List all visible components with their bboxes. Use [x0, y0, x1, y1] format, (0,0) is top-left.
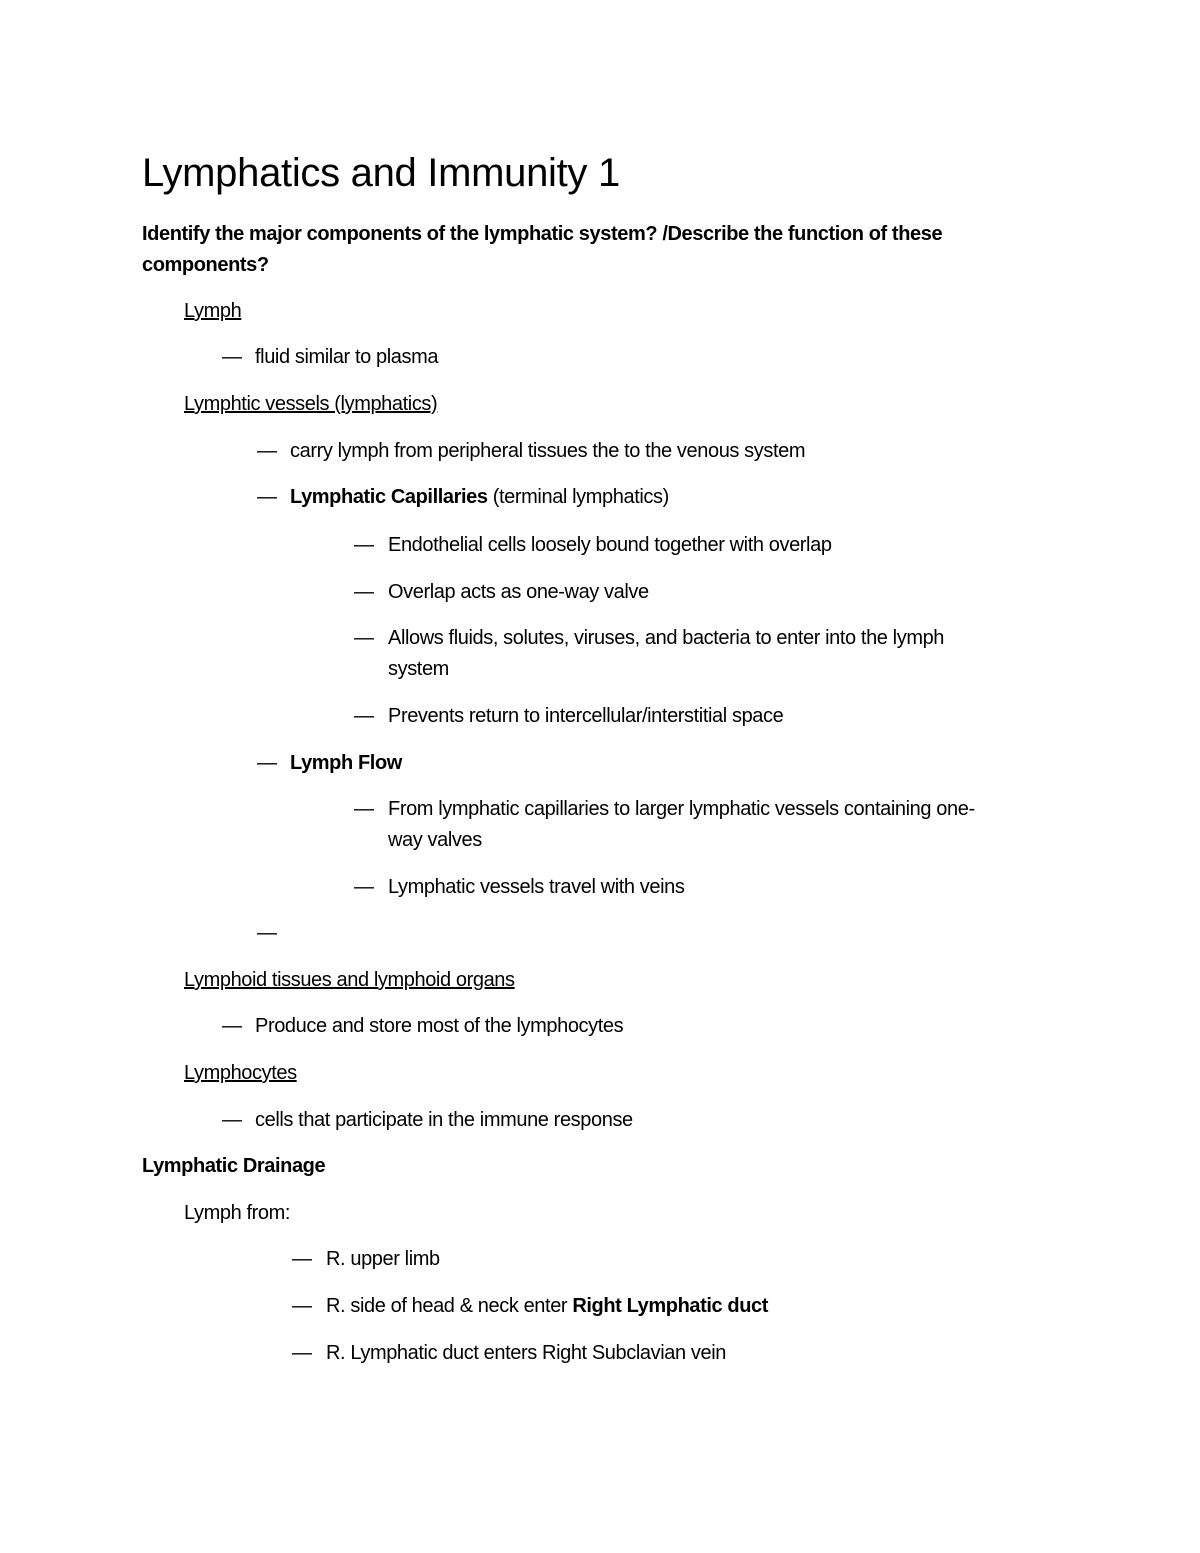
bullet-dash: —	[257, 752, 277, 774]
drainage-item-bold: Right Lymphatic duct	[572, 1295, 769, 1317]
heading-lymphatic-vessels: Lymphtic vessels (lymphatics)	[184, 393, 438, 415]
drainage-item	[326, 1291, 768, 1322]
heading-lymphoid-tissues: Lymphoid tissues and lymphoid organs	[184, 969, 515, 991]
drainage-subheading: Lymph from:	[184, 1202, 291, 1224]
capillaries-item-continued: system	[388, 658, 449, 680]
bullet-dash: —	[292, 1248, 312, 1270]
heading-lymphatic-drainage: Lymphatic Drainage	[142, 1155, 326, 1177]
bullet-dash: —	[354, 705, 374, 727]
capillaries-bold: Lymphatic Capillaries	[290, 486, 488, 508]
drainage-item-plain: R. side of head & neck enter	[326, 1295, 573, 1317]
bullet-dash: —	[354, 581, 374, 603]
bullet-dash: —	[354, 876, 374, 898]
bullet-dash: —	[222, 1109, 242, 1131]
bullet-dash: —	[354, 627, 374, 649]
bullet-dash: —	[354, 798, 374, 820]
question-line-1: Identify the major components of the lymphatic system? /Describe the function of these	[142, 223, 943, 245]
heading-lymph: Lymph	[184, 300, 242, 322]
drainage-item: R. Lymphatic duct enters Right Subclavian vein	[326, 1342, 726, 1364]
bullet-dash: —	[292, 1342, 312, 1364]
bullet-dash: —	[354, 534, 374, 556]
lymphocytes-item: cells that participate in the immune response	[255, 1109, 633, 1131]
bullet-dash: —	[257, 486, 277, 508]
bullet-dash: —	[292, 1295, 312, 1317]
flow-item-continued: way valves	[388, 829, 482, 851]
document-title: Lymphatics and Immunity 1	[142, 151, 620, 195]
bullet-dash: —	[222, 1015, 242, 1037]
bullet-dash: —	[222, 346, 242, 368]
drainage-item: R. upper limb	[326, 1248, 440, 1270]
capillaries-item: Endothelial cells loosely bound together with overlap	[388, 534, 832, 556]
lymph-flow-heading: Lymph Flow	[290, 752, 402, 774]
bullet-dash: —	[257, 440, 277, 462]
capillaries-rest: (terminal lymphatics)	[487, 486, 669, 508]
flow-item: Lymphatic vessels travel with veins	[388, 876, 685, 898]
capillaries-line	[290, 482, 669, 513]
question-line-2: components?	[142, 254, 269, 276]
flow-item: From lymphatic capillaries to larger lymphatic vessels containing one-	[388, 798, 975, 820]
lymph-item: fluid similar to plasma	[255, 346, 439, 368]
heading-lymphocytes: Lymphocytes	[184, 1062, 297, 1084]
tissues-item: Produce and store most of the lymphocytes	[255, 1015, 624, 1037]
capillaries-item: Allows fluids, solutes, viruses, and bacteria to enter into the lymph	[388, 627, 945, 649]
capillaries-item: Overlap acts as one-way valve	[388, 581, 649, 603]
vessels-item: carry lymph from peripheral tissues the to the venous system	[290, 440, 806, 462]
capillaries-item: Prevents return to intercellular/interstitial space	[388, 705, 784, 727]
bullet-dash-empty: —	[257, 922, 277, 944]
